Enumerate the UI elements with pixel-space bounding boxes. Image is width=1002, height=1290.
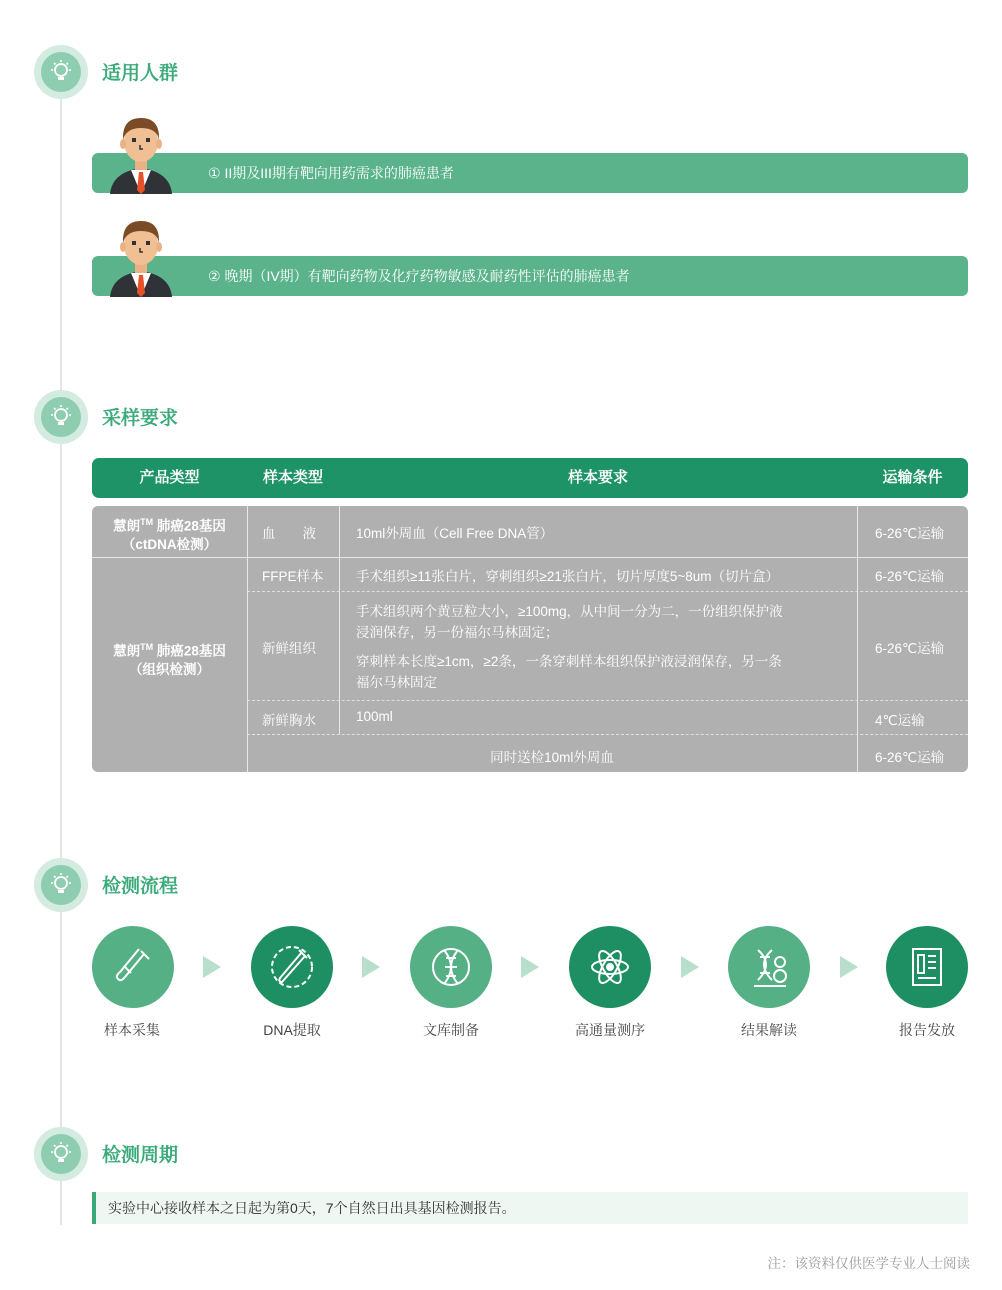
requirement-cell: 100ml	[356, 709, 393, 724]
requirement-cell: 手术组织两个黄豆粒大小，≥100mg，从中间一分为二，一份组织保护液 浸润保存，另一份福尔马林固定； 穿刺样本长度≥1cm，≥2条，一条穿刺样本组织保护液浸润保存，另一条 福尔马林固定	[356, 604, 783, 690]
lightbulb-icon	[34, 45, 88, 99]
transport-cell: 6-26℃运输	[875, 750, 945, 765]
header-product: 产品类型	[139, 469, 200, 486]
arrow-right-icon	[203, 956, 221, 978]
step-label: 样本采集	[104, 1022, 160, 1038]
transport-cell: 6-26℃运输	[875, 569, 945, 584]
lightbulb-icon	[34, 858, 88, 912]
requirement-cell: 同时送检10ml外周血	[490, 750, 614, 765]
arrow-right-icon	[681, 956, 699, 978]
section-title-period: 检测周期	[102, 1145, 179, 1166]
header-transport: 运输条件	[882, 469, 943, 486]
section-title-population: 适用人群	[102, 63, 179, 84]
timeline-line	[60, 70, 62, 1225]
requirement-cell: 手术组织≥11张白片，穿刺组织≥21张白片，切片厚度5~8um（切片盒）	[356, 569, 780, 584]
lightbulb-icon	[34, 390, 88, 444]
test-tube-icon	[92, 926, 174, 1008]
header-sample-type: 样本类型	[262, 469, 323, 486]
product-tissue: 慧朗™ 肺癌28基因 （组织检测）	[113, 642, 226, 677]
dna-gear-icon	[728, 926, 810, 1008]
population-item: ① II期及III期有靶向用药需求的肺癌患者	[92, 153, 968, 193]
pipette-icon	[251, 926, 333, 1008]
sample-type-cell: FFPE样本	[262, 569, 324, 584]
disclaimer-note: 注：该资料仅供医学专业人士阅读	[767, 1256, 970, 1271]
population-item: ② 晚期（IV期）有靶向药物及化疗药物敏感及耐药性评估的肺癌患者	[92, 256, 968, 296]
transport-cell: 4℃运输	[875, 713, 925, 728]
step-label: 结果解读	[741, 1022, 797, 1038]
report-icon	[886, 926, 968, 1008]
sample-type-cell: 新鲜胸水	[262, 713, 316, 728]
arrow-right-icon	[362, 956, 380, 978]
section-title-sampling: 采样要求	[102, 408, 179, 429]
sample-type-cell: 血 液	[262, 526, 316, 541]
step-label: 报告发放	[899, 1022, 955, 1038]
arrow-right-icon	[840, 956, 858, 978]
step-label: 文库制备	[423, 1022, 479, 1038]
atom-icon	[569, 926, 651, 1008]
transport-cell: 6-26℃运输	[875, 526, 945, 541]
transport-cell: 6-26℃运输	[875, 641, 945, 656]
doctor-avatar-icon	[106, 110, 176, 194]
lightbulb-icon	[34, 1127, 88, 1181]
sample-type-cell: 新鲜组织	[262, 641, 316, 656]
step-label: DNA提取	[263, 1022, 321, 1038]
section-title-process: 检测流程	[102, 876, 179, 897]
arrow-right-icon	[521, 956, 539, 978]
doctor-avatar-icon	[106, 213, 176, 297]
header-requirement: 样本要求	[567, 469, 628, 486]
table-header	[92, 458, 968, 498]
period-text: 实验中心接收样本之日起为第0天，7个自然日出具基因检测报告。	[92, 1192, 968, 1224]
product-ctdna: 慧朗™ 肺癌28基因 （ctDNA检测）	[113, 517, 226, 552]
requirement-cell: 10ml外周血（Cell Free DNA管）	[356, 526, 554, 541]
sampling-table	[92, 506, 968, 772]
step-label: 高通量测序	[575, 1022, 645, 1038]
dna-globe-icon	[410, 926, 492, 1008]
